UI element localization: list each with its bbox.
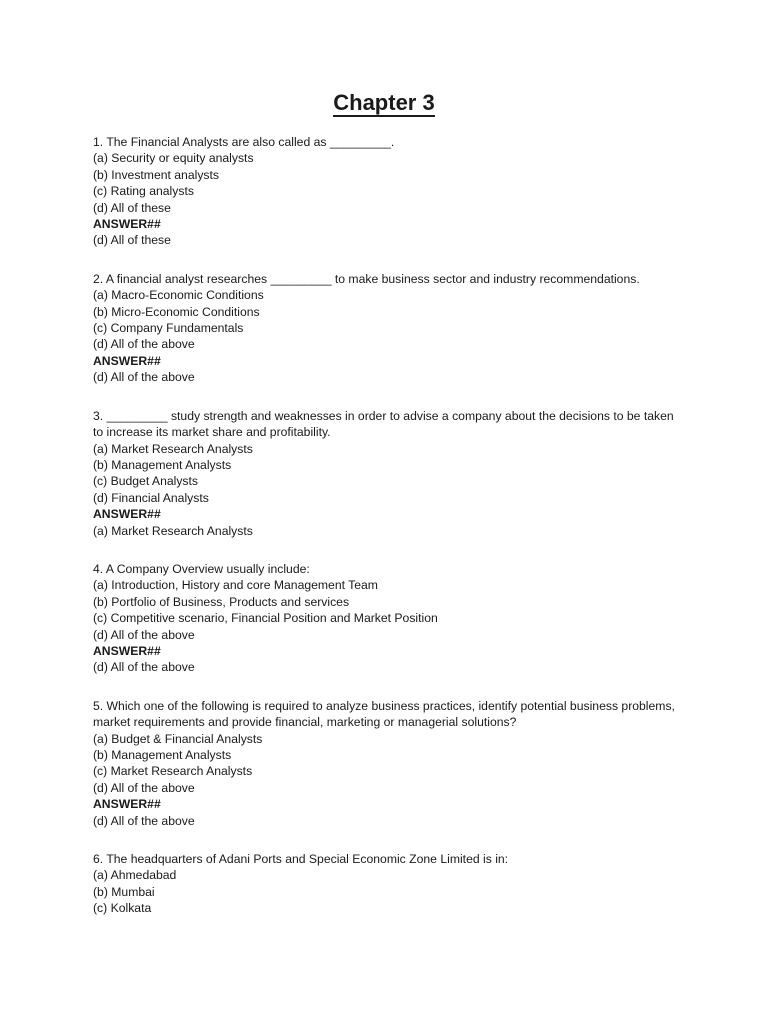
option-d: (d) All of the above	[93, 337, 195, 352]
option-c: (c) Kolkata	[93, 901, 152, 916]
option-b: (b) Micro-Economic Conditions	[93, 304, 260, 319]
question-list	[93, 134, 683, 939]
option-d: (d) All of the above	[93, 780, 195, 795]
option-d: (d) All of the above	[93, 627, 195, 642]
chapter-heading: Chapter 3	[333, 90, 435, 115]
answer-label: ANSWER##	[93, 797, 161, 812]
question-block	[93, 851, 683, 917]
option-a: (a) Budget & Financial Analysts	[93, 731, 263, 746]
answer-text: (d) All of the above	[93, 660, 195, 675]
question-block	[93, 408, 683, 539]
question-text: 6. The headquarters of Adani Ports and Special Economic Zone Limited is in:	[93, 852, 509, 867]
question-text: 5. Which one of the following is required to analyze business practices, identify potential business problems, market requirements and provide financial, marketing or managerial solutions?	[93, 698, 675, 730]
option-d: (d) All of these	[93, 200, 171, 215]
answer-label: ANSWER##	[93, 217, 161, 232]
question-block	[93, 698, 683, 829]
page-title	[0, 88, 768, 118]
option-c: (c) Competitive scenario, Financial Position and Market Position	[93, 611, 438, 626]
option-b: (b) Portfolio of Business, Products and services	[93, 594, 350, 609]
question-block	[93, 134, 683, 249]
option-c: (c) Rating analysts	[93, 184, 194, 199]
option-a: (a) Security or equity analysts	[93, 151, 254, 166]
answer-label: ANSWER##	[93, 643, 161, 658]
option-d: (d) Financial Analysts	[93, 490, 209, 505]
option-a: (a) Market Research Analysts	[93, 441, 253, 456]
question-block	[93, 271, 683, 386]
answer-label: ANSWER##	[93, 507, 161, 522]
answer-label: ANSWER##	[93, 353, 161, 368]
question-block	[93, 561, 683, 676]
answer-text: (d) All of these	[93, 233, 171, 248]
answer-text: (d) All of the above	[93, 813, 195, 828]
answer-text: (d) All of the above	[93, 370, 195, 385]
question-text: 1. The Financial Analysts are also called as _________.	[93, 135, 395, 149]
option-b: (b) Investment analysts	[93, 167, 219, 182]
option-b: (b) Management Analysts	[93, 748, 232, 762]
option-a: (a) Ahmedabad	[93, 868, 177, 883]
option-a: (a) Macro-Economic Conditions	[93, 288, 264, 303]
answer-text: (a) Market Research Analysts	[93, 523, 253, 538]
option-c: (c) Budget Analysts	[93, 474, 198, 489]
option-c: (c) Company Fundamentals	[93, 321, 244, 336]
option-a: (a) Introduction, History and core Management Team	[93, 578, 378, 593]
question-text: 2. A financial analyst researches _________ to make business sector and industry recommendations.	[93, 271, 640, 286]
option-c: (c) Market Research Analysts	[93, 764, 253, 779]
question-text: 4. A Company Overview usually include:	[93, 561, 310, 576]
option-b: (b) Management Analysts	[93, 457, 232, 472]
option-b: (b) Mumbai	[93, 884, 155, 899]
question-text: 3. _________ study strength and weaknesses in order to advise a company about the decisions to be taken to increase its market share and profitability.	[93, 408, 674, 440]
